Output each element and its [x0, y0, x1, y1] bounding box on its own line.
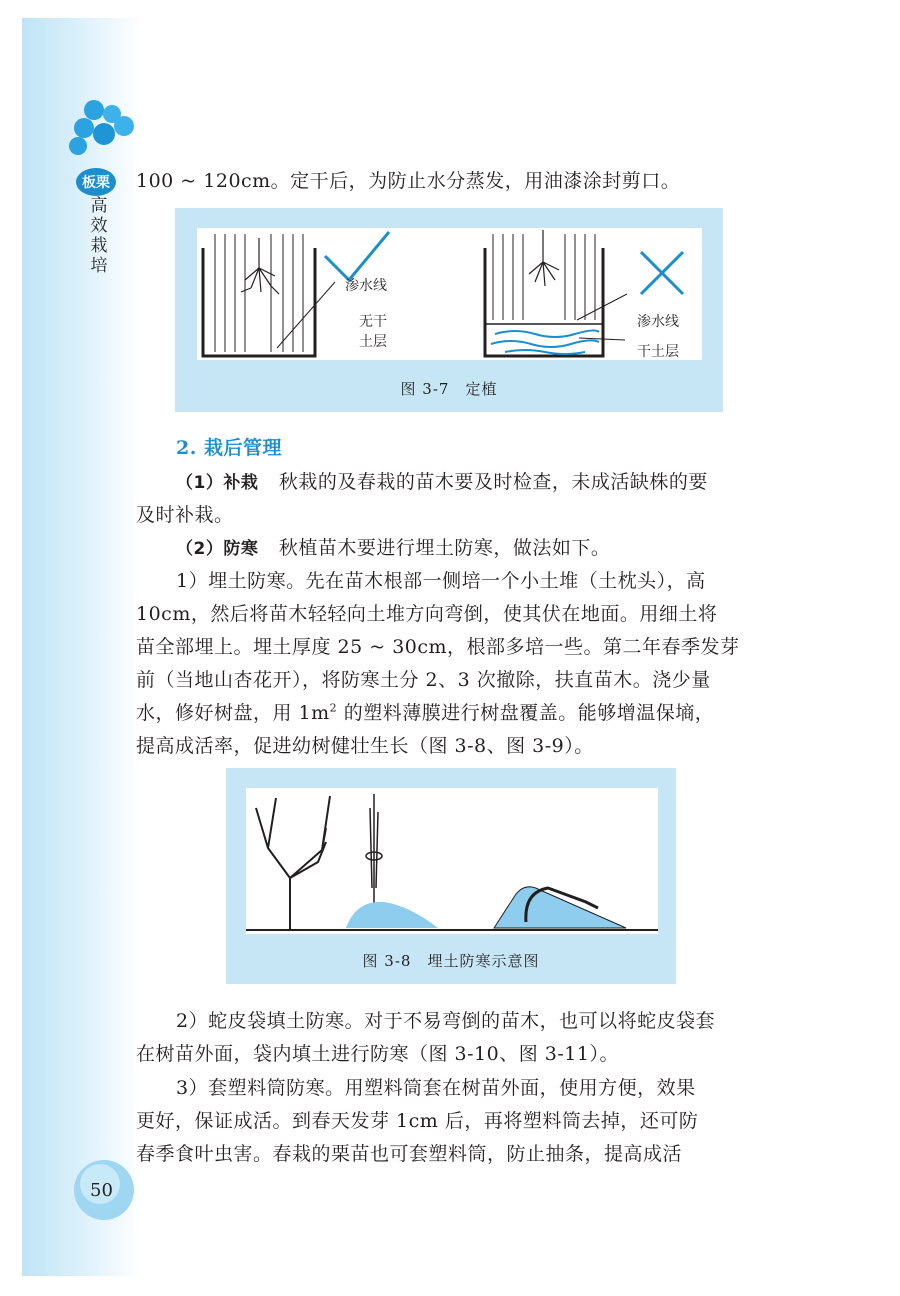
paragraph-line [176, 467, 708, 494]
paragraph-line: 在树苗外面，袋内填土进行防寒（图 3-10、图 3-11）。 [136, 1043, 619, 1065]
vertical-book-title [84, 196, 114, 276]
paragraph-line: 10cm，然后将苗木轻轻向土堆方向弯倒，使其伏在地面。用细土将 [136, 603, 718, 625]
vertical-title-char: 高 [90, 196, 108, 216]
paragraph-line: 2）蛇皮袋填土防寒。对于不易弯倒的苗木，也可以将蛇皮袋套 [176, 1010, 716, 1032]
paragraph-line: 100 ~ 120cm。定干后，为防止水分蒸发，用油漆涂封剪口。 [136, 170, 681, 192]
paragraph-line: 春季食叶虫害。春栽的栗苗也可套塑料筒，防止抽条，提高成活 [136, 1143, 683, 1165]
paragraph-line: 前（当地山杏花开），将防寒土分 2、3 次撤除，扶直苗木。浇少量 [136, 669, 711, 691]
side-decoration-band [22, 18, 142, 1276]
soil-burial-diagram [226, 768, 676, 938]
section-heading: 2. 栽后管理 [176, 437, 282, 459]
left-label-no-dry-b: 土层 [359, 334, 387, 350]
paragraph-line: 及时补栽。 [136, 504, 234, 526]
vertical-title-char: 培 [90, 256, 108, 276]
right-label-seepage: 渗水线 [637, 314, 679, 330]
logo-text: 板栗 [82, 175, 110, 191]
page-number: 50 [90, 1180, 113, 1201]
right-label-dry-soil: 干土层 [637, 344, 679, 360]
paragraph-text: 秋植苗木要进行埋土防寒，做法如下。 [278, 537, 611, 559]
paragraph-line: 1）埋土防寒。先在苗木根部一侧培一个小土堆（土枕头），高 [176, 570, 706, 592]
figure-3-7 [175, 208, 723, 412]
left-label-no-dry-a: 无干 [359, 314, 387, 330]
paragraph-line [136, 698, 714, 725]
figure-3-8 [226, 768, 676, 984]
vertical-title-char: 效 [90, 216, 108, 236]
paragraph-text: 秋栽的及春栽的苗木要及时检查，未成活缺株的要 [278, 471, 708, 493]
paragraph-text: 水，修好树盘，用 1m [136, 702, 330, 724]
paragraph-text: 的塑料薄膜进行树盘覆盖。能够增温保墒， [337, 702, 715, 724]
paragraph-line [176, 533, 610, 560]
paragraph-line: 苗全部埋上。埋土厚度 25 ~ 30cm，根部多培一些。第二年春季发芽 [136, 636, 740, 658]
paragraph-line: 提高成活率，促进幼树健壮生长（图 3-8、图 3-9）。 [136, 735, 594, 757]
paragraph-line: 3）套塑料筒防寒。用塑料筒套在树苗外面，使用方便，效果 [176, 1077, 696, 1099]
figure-caption: 图 3-8 埋土防寒示意图 [362, 952, 540, 970]
vertical-title-char: 栽 [90, 236, 108, 256]
paragraph-line: 更好，保证成活。到春天发芽 1cm 后，再将塑料筒去掉，还可防 [136, 1110, 699, 1132]
figure-caption: 图 3-7 定植 [400, 380, 498, 398]
superscript: 2 [329, 701, 338, 715]
subheading: （1）补栽 [176, 473, 259, 493]
subheading: （2）防寒 [176, 539, 259, 559]
left-label-seepage: 渗水线 [345, 278, 387, 294]
planting-diagram [175, 208, 723, 368]
